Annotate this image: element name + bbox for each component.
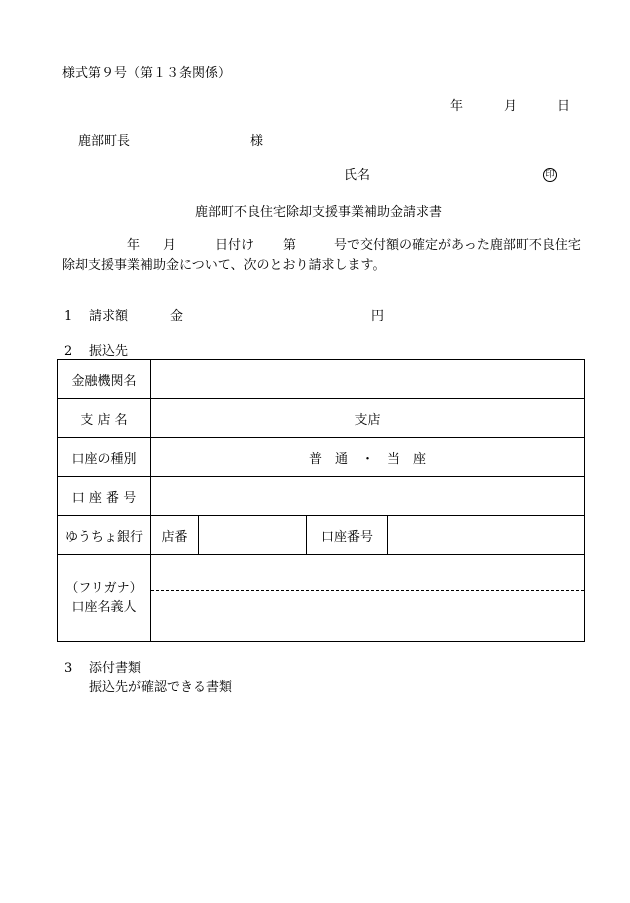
date-day: 日 (557, 99, 571, 114)
financial-institution-label: 金融機関名 (58, 360, 151, 399)
table-row (58, 399, 585, 438)
table-row (58, 555, 585, 642)
item2-label: 振込先 (89, 344, 129, 359)
item3-label: 添付書類 (89, 661, 142, 676)
item3-number: 3 (64, 661, 73, 676)
addressee-honorific: 様 (250, 134, 264, 149)
bank-transfer-table (57, 359, 585, 642)
item3-content: 振込先が確認できる書類 (89, 680, 233, 695)
yucho-branch-label: 店番 (151, 516, 199, 555)
account-type-field[interactable] (151, 438, 585, 477)
account-type-options: 普 通 ・ 当 座 (308, 451, 426, 467)
seal-mark: 印 (543, 168, 557, 182)
table-row (58, 477, 585, 516)
table-row (58, 516, 585, 555)
item1-yen: 円 (371, 309, 385, 324)
body-day-dated: 日付け (214, 238, 254, 253)
body-text (62, 236, 592, 276)
table-row (58, 438, 585, 477)
branch-label: 支 店 名 (58, 399, 151, 438)
addressee-name: 鹿部町長 (78, 134, 131, 149)
furigana-field[interactable] (151, 555, 584, 590)
branch-field[interactable] (151, 399, 585, 438)
financial-institution-field[interactable] (151, 360, 585, 399)
item1-number: 1 (64, 309, 73, 324)
branch-suffix: 支店 (354, 412, 381, 428)
body-line1-rest: 号で交付額の確定があった鹿部町不良住宅 (334, 238, 581, 253)
account-number-field[interactable] (151, 477, 585, 516)
account-type-label: 口座の種別 (58, 438, 151, 477)
item1-kin: 金 (170, 309, 184, 324)
applicant-name-label: 氏名 (344, 168, 371, 183)
yucho-label: ゆうちょ銀行 (58, 516, 151, 555)
form-number: 様式第９号（第１３条関係） (62, 66, 232, 81)
account-holder-label-cell (58, 555, 151, 642)
account-number-label: 口 座 番 号 (58, 477, 151, 516)
document-title: 鹿部町不良住宅除却支援事業補助金請求書 (195, 205, 443, 220)
body-line2: 除却支援事業補助金について、次のとおり請求します。 (62, 258, 386, 273)
account-holder-label: 口座名義人 (71, 600, 137, 615)
yucho-account-label: 口座番号 (307, 516, 388, 555)
item2-number: 2 (64, 344, 73, 359)
body-dai: 第 (282, 238, 296, 253)
date-month: 月 (504, 99, 518, 114)
furigana-label: （フリガナ） (65, 581, 143, 596)
date-year: 年 (450, 99, 464, 114)
yucho-account-field[interactable] (388, 516, 585, 555)
table-row (58, 360, 585, 399)
item1-label: 請求額 (89, 309, 129, 324)
account-holder-name-field[interactable] (151, 591, 584, 641)
body-year: 年 (126, 238, 140, 253)
account-holder-field[interactable] (151, 555, 585, 642)
body-month: 月 (162, 238, 176, 253)
yucho-branch-field[interactable] (199, 516, 307, 555)
